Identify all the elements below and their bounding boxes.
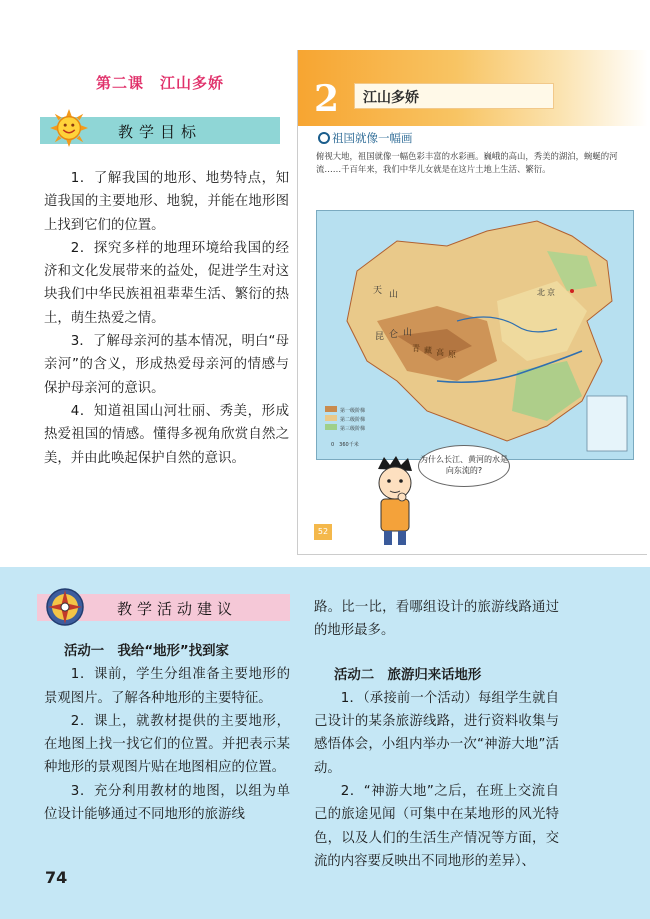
map-label: 昆 xyxy=(375,332,385,342)
map-label: 北 xyxy=(537,288,545,297)
cartoon-boy xyxy=(370,455,420,550)
map-label: 青 xyxy=(412,344,420,353)
activity-step: 2．课上，就教材提供的主要地形，在地图上找一找它们的位置。并把表示某种地形的景观图片贴在地图相应的位置。 xyxy=(44,713,290,776)
objective-item: 3．了解母亲河的基本情况，明白“母亲河”的含义，形成热爱母亲河的情感与保护母亲河的意识。 xyxy=(44,334,289,396)
map-label: 仑 xyxy=(389,330,399,340)
textbook-unit-number: 2 xyxy=(314,78,340,120)
activity-two-title: 活动二 旅游归来话地形 xyxy=(334,667,482,683)
map-label: 山 xyxy=(389,290,399,300)
map-legend-1: 第一级阶梯 xyxy=(340,408,366,414)
activity-heading: 教学活动建议 xyxy=(117,600,238,618)
textbook-page-thumbnail xyxy=(297,50,647,555)
activity-right-column xyxy=(314,596,559,873)
objective-item: 2．探究多样的地理环境给我国的经济和文化发展带来的益处，促进学生对这块我们中华民族祖祖辈辈生活、繁衍的热土，萌生热爱之情。 xyxy=(44,240,289,326)
map-label: 天 xyxy=(373,286,383,296)
map-label: 原 xyxy=(448,350,456,359)
objective-item: 1．了解我国的地形、地势特点，知道我国的主要地形、地貌，并能在地形图上找到它们的位置。 xyxy=(44,171,289,233)
bullet-icon xyxy=(318,132,330,144)
activity-step: 1．课前，学生分组准备主要地形的景观图片。了解各种地形的主要特征。 xyxy=(44,667,290,706)
map-graphic xyxy=(317,211,634,460)
activity-step: 1．（承接前一个活动）每组学生就自己设计的某条旅游线路，进行资料收集与感悟体会，小组内举办一次“神游大地”活动。 xyxy=(314,690,559,776)
activity-step: 2．“神游大地”之后，在班上交流自己的旅途见闻（可集中在某地形的风光特色，以及人们的生活生产情况等方面，交流的内容要反映出不同地形的差异）、 xyxy=(314,784,559,869)
sun-icon xyxy=(50,109,88,147)
textbook-paragraph: 俯视大地，祖国就像一幅色彩丰富的水彩画。巍峨的高山，秀美的湖泊，蜿蜒的河流……千百年来，我们中华儿女就是在这片土地上生活、繁衍。 xyxy=(316,151,618,174)
map-label: 山 xyxy=(403,328,413,338)
page-number: 74 xyxy=(45,868,68,887)
china-terrain-map xyxy=(316,210,634,460)
textbook-title-box xyxy=(354,83,554,109)
activity-left-column xyxy=(44,640,290,826)
compass-icon xyxy=(45,587,85,627)
map-legend-3: 第三级阶梯 xyxy=(340,426,366,432)
lesson-title: 第二课 江山多娇 xyxy=(95,74,224,92)
objectives-heading: 教学目标 xyxy=(118,123,203,141)
objective-item: 4．知道祖国山河壮丽、秀美，形成热爱祖国的情感。懂得多视角欣赏自然之美，并由此唤起保护自然的意识。 xyxy=(44,403,289,466)
textbook-page-number: 52 xyxy=(314,524,332,540)
map-label: 高 xyxy=(436,348,444,357)
textbook-subtitle: 祖国就像一幅画 xyxy=(332,131,413,145)
activity-one-title: 活动一 我给“地形”找到家 xyxy=(64,644,229,659)
map-label: 藏 xyxy=(424,346,432,355)
activity-step: 3．充分利用教材的地图，以组为单位设计能够通过不同地形的旅游线 xyxy=(44,783,290,823)
activity-continued: 路。比一比，看哪组设计的旅游线路通过的地形最多。 xyxy=(314,600,559,639)
map-scale: 0 360千米 xyxy=(331,442,359,448)
map-legend-2: 第二级阶梯 xyxy=(340,417,366,423)
map-label: 京 xyxy=(547,288,555,297)
speech-bubble: 为什么长江、黄河的水是向东流的? xyxy=(418,445,510,487)
textbook-title: 江山多娇 xyxy=(363,90,419,106)
objectives-list xyxy=(44,167,289,470)
